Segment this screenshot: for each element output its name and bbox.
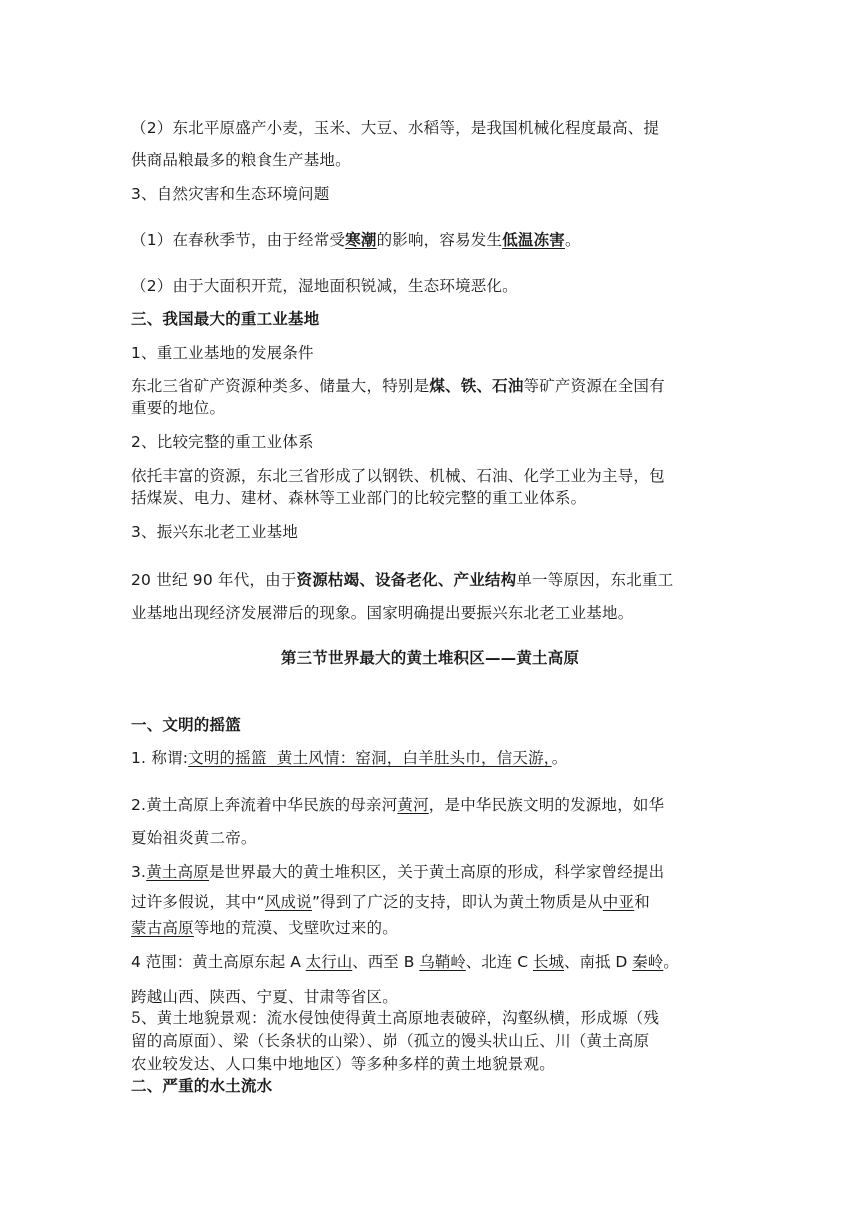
text: 、西至 B [352, 953, 420, 971]
paragraph-line [131, 1008, 731, 1028]
underlined-text: 文明的摇篮 黄土风情：窑洞，白羊肚头巾，信天游， [188, 749, 552, 767]
paragraph-line [131, 952, 731, 972]
text: 括煤炭、电力、建材、森林等工业部门的比较完整的重工业体系。 [131, 489, 587, 507]
text: 和 [634, 893, 650, 911]
subheading [131, 184, 731, 204]
text: 4 范围：黄土高原东起 A [131, 953, 306, 971]
paragraph-line [131, 398, 731, 418]
paragraph-line [131, 828, 731, 848]
text: 业基地出现经济发展滞后的现象。国家明确提出要振兴东北老工业基地。 [131, 604, 634, 622]
emphasis-text: 寒潮 [345, 231, 377, 249]
paragraph-line [131, 150, 731, 170]
paragraph-line [131, 1031, 731, 1051]
underlined-text: 乌鞘岭 [419, 953, 466, 971]
paragraph-line [131, 892, 731, 912]
text: （2）由于大面积开荒，湿地面积锐减，生态环境恶化。 [131, 277, 518, 295]
emphasis-text: 煤、铁、石油 [429, 377, 524, 395]
text: 3、自然灾害和生态环境问题 [131, 185, 330, 203]
underlined-text: 黄河 [397, 796, 429, 814]
paragraph-line [131, 466, 731, 486]
text: ，是中华民族文明的发源地，如华 [428, 796, 665, 814]
text: 等矿产资源在全国有 [523, 377, 665, 395]
subheading [131, 343, 731, 363]
text: （1）在春秋季节，由于经常受 [131, 231, 346, 249]
text: 5、黄土地貌景观：流水侵蚀使得黄土高原地表破碎，沟壑纵横，形成塬（残 [131, 1009, 660, 1027]
text: 重要的地位。 [131, 399, 226, 417]
text: 1、重工业基地的发展条件 [131, 344, 314, 362]
text: 一、文明的摇篮 [131, 716, 241, 734]
subheading [131, 432, 731, 452]
text: 。 [663, 953, 679, 971]
text: 农业较发达、人口集中地地区）等多种多样的黄土地貌景观。 [131, 1055, 555, 1073]
text: 第三节世界最大的黄土堆积区——黄土高原 [280, 649, 580, 667]
text: （2）东北平原盛产小麦，玉米、大豆、水稻等，是我国机械化程度最高、提 [131, 119, 660, 137]
paragraph-line [131, 118, 731, 138]
text: 等地的荒漠、戈壁吹过来的。 [193, 919, 398, 937]
paragraph-line [131, 603, 731, 623]
page-title [130, 648, 730, 668]
text: 是世界最大的黄土堆积区，关于黄土高原的形成，科学家曾经提出 [209, 863, 665, 881]
section-heading [131, 309, 731, 329]
text: 单一等原因，东北重工 [516, 571, 674, 589]
text: 依托丰富的资源，东北三省形成了以钢铁、机械、石油、化学工业为主导，包 [131, 467, 665, 485]
text: 。 [551, 749, 568, 767]
section-heading [131, 1076, 731, 1096]
paragraph-line [131, 918, 731, 938]
text: 供商品粮最多的粮食生产基地。 [131, 151, 351, 169]
emphasis-text: 低温冻害 [502, 231, 565, 249]
underlined-text: 蒙古高原 [131, 919, 194, 937]
underlined-text: 秦岭 [632, 953, 664, 971]
text: 二、严重的水土流水 [131, 1077, 273, 1095]
underlined-text: 黄土高原 [146, 863, 210, 881]
text: 三、我国最大的重工业基地 [131, 310, 320, 328]
paragraph-line [131, 376, 731, 396]
paragraph-line [131, 230, 731, 250]
section-heading [131, 715, 731, 735]
text: 。 [565, 231, 581, 249]
text: 东北三省矿产资源种类多、储量大，特别是 [131, 377, 430, 395]
text: 3、振兴东北老工业基地 [131, 523, 299, 541]
paragraph-line [131, 748, 731, 768]
paragraph-line [131, 795, 731, 815]
emphasis-text: 资源枯竭、设备老化、产业结构 [296, 571, 517, 589]
text: 1. 称谓: [131, 749, 189, 767]
paragraph-line [131, 570, 731, 590]
text: 、南抵 D [563, 953, 633, 971]
underlined-text: 中亚 [602, 893, 635, 911]
text: 留的高原面）、梁（长条状的山梁）、峁（孤立的馒头状山丘、川（黄土高原 [131, 1032, 650, 1050]
paragraph-line [131, 862, 731, 882]
text: 夏始祖炎黄二帝。 [131, 829, 257, 847]
paragraph-line [131, 987, 731, 1007]
paragraph-line [131, 1054, 731, 1074]
subheading [131, 522, 731, 542]
underlined-text: 长城 [532, 953, 564, 971]
text: 、北连 C [465, 953, 533, 971]
paragraph-line [131, 276, 731, 296]
underlined-text: 风成说 [264, 893, 312, 911]
text: 20 世纪 90 年代，由于 [131, 571, 297, 589]
text: 的影响，容易发生 [376, 231, 503, 249]
text: 2.黄土高原上奔流着中华民族的母亲河 [131, 796, 398, 814]
text: 3. [131, 863, 147, 881]
paragraph-line [131, 488, 731, 508]
text: 跨越山西、陕西、宁夏、甘肃等省区。 [131, 988, 398, 1006]
text: 2、比较完整的重工业体系 [131, 433, 314, 451]
text: 过许多假说，其中“ [131, 893, 265, 911]
underlined-text: 太行山 [305, 953, 353, 971]
text: ”得到了广泛的支持，即认为黄土物质是从 [311, 893, 603, 911]
